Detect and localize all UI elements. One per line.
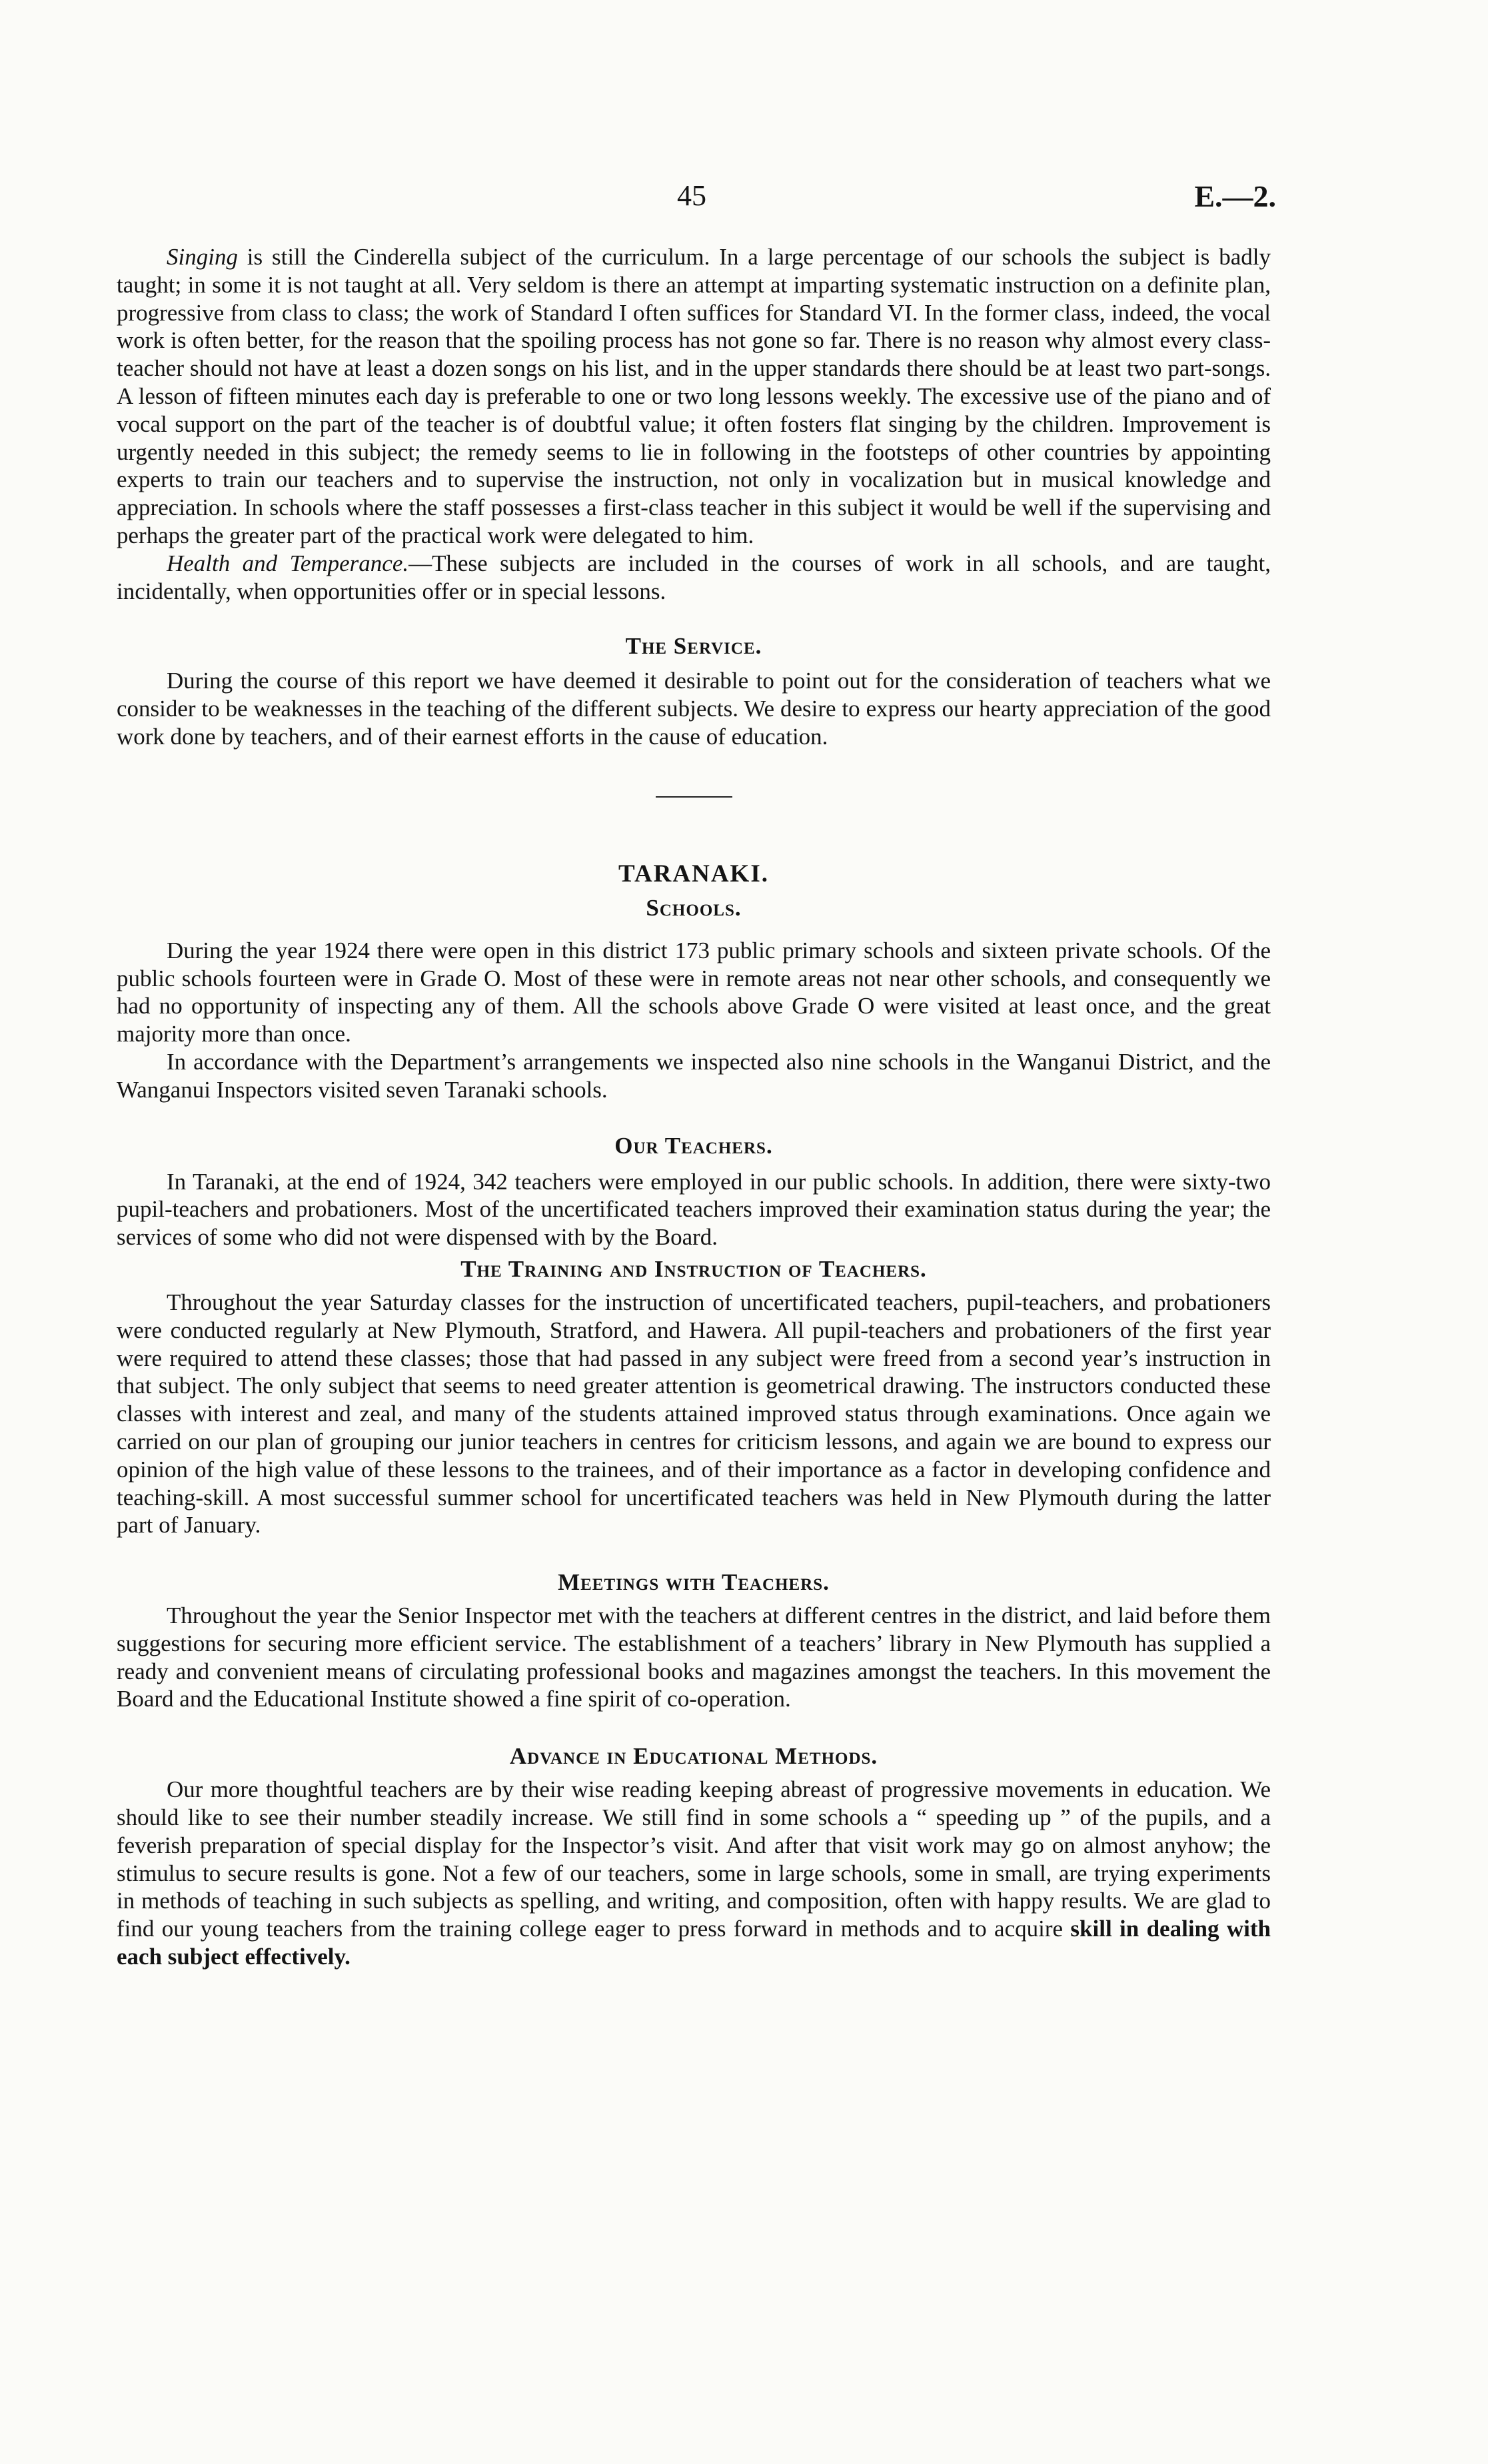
page-content — [117, 243, 1271, 1971]
training-paragraph: Throughout the year Saturday classes for the instruction of uncertificated teachers, pupil-teachers, and probationers were conducted regularly at New Plymouth, Stratford, and Hawera. All pupil-teachers and probationers of the first year were required to attend these classes; those that had passed in any subject were freed from a second year’s instruction in that subject. The only subject that seems to need greater attention is geometrical drawing. The instructors conducted these classes with interest and zeal, and many of the students attained improved status through examinations. Once again we carried on our plan of grouping our junior teachers in centres for criticism lessons, and again we are bound to express our opinion of the high value of these lessons to the trainees, and of their importance as a factor in developing confidence and teaching-skill. A most successful summer school for uncertificated teachers was held in New Plymouth during the latter part of January. — [117, 1289, 1271, 1539]
meetings-heading: Meetings with Teachers. — [558, 1569, 830, 1596]
singing-lead: Singing — [167, 244, 238, 270]
health-lead: Health and Temperance. — [167, 550, 409, 576]
service-paragraph: During the course of this report we have deemed it desirable to point out for the consideration of teachers what we consider to be weaknesses in the teaching of the different subjects. We desire to express our hearty appreciation of the good work done by teachers, and of their earnest efforts in the cause of education. — [117, 668, 1271, 750]
advance-last-line: skill in dealing with each subject effectively. — [117, 1916, 1271, 1970]
district-heading: TARANAKI. — [618, 860, 769, 888]
health-paragraph — [117, 550, 1271, 606]
advance-paragraph — [117, 1776, 1271, 1971]
singing-text: is still the Cinderella subject of the curriculum. In a large percentage of our schools the subject is badly taught; in some it is not taught at all. Very seldom is there an attempt at imparting systematic instruction on a definite plan, progressive from class to class; the work of Standard I often suffices for Standard VI. In the former class, indeed, the vocal work is often better, for the reason that the spoiling process has not gone so far. There is no reason why almost every class-teacher should not have at least a dozen songs on his list, and in the upper standards there should be at least two part-songs. A lesson of fifteen minutes each day is preferable to one or two long lessons weekly. The excessive use of the piano and of vocal support on the part of the teacher is of doubtful value; it often fosters flat singing by the children. Improvement is urgently needed in this subject; the remedy seems to lie in following in the footsteps of other countries by appointing experts to train our teachers and to supervise the instruction, not only in vocalization but in musical knowledge and appreciation. In schools where the staff possesses a first-class teacher in this subject it would be well if the supervising and perhaps the greater part of the practical work were delegated to him. — [117, 244, 1271, 548]
meetings-paragraph: Throughout the year the Senior Inspector met with the teachers at different centres in the district, and laid before them suggestions for securing more efficient service. The establishment of a teachers’ library in New Plymouth has supplied a ready and convenient means of circulating professional books and magazines amongst the teachers. In this movement the Board and the Educational Institute showed a fine spirit of co-operation. — [117, 1602, 1271, 1712]
teachers-paragraph: In Taranaki, at the end of 1924, 342 teachers were employed in our public schools. In addition, there were sixty-two pupil-teachers and probationers. Most of the uncertificated teachers improved their examination status during the year; the services of some who did not were dispensed with by the Board. — [117, 1168, 1271, 1251]
schools-paragraph-1: During the year 1924 there were open in this district 173 public primary schools and sixteen private schools. Of the public schools fourteen were in Grade O. Most of these were in remote areas not near other schools, and consequently we had no opportunity of inspecting any of them. All the schools above Grade O were visited at least once, and the great majority more than once. — [117, 937, 1271, 1047]
page-number: 45 — [677, 179, 706, 212]
document-code: E.—2. — [1194, 179, 1276, 213]
schools-paragraph-2: In accordance with the Department’s arrangements we inspected also nine schools in the Wanganui District, and the Wanganui Inspectors visited seven Taranaki schools. — [117, 1048, 1271, 1103]
health-text: —These subjects are included in the courses of work in all schools, and are taught, incidentally, when opportunities offer or in special lessons. — [117, 550, 1271, 604]
page-header — [0, 179, 1488, 219]
teachers-heading: Our Teachers. — [614, 1132, 773, 1159]
singing-paragraph — [117, 243, 1271, 550]
advance-heading: Advance in Educational Methods. — [509, 1743, 878, 1770]
advance-text: Our more thoughtful teachers are by their wise reading keeping abreast of progressive movements in education. We should like to see their number steadily increase. We still find in some schools a “ speeding up ” of the pupils, and a feverish preparation of special display for the Inspector’s visit. And after that visit work may go on almost anyhow; the stimulus to secure results is gone. Not a few of our teachers, some in large schools, some in small, are trying experiments in methods of teaching in such subjects as spelling, and writing, and composition, often with happy results. We are glad to find our young teachers from the training college eager to press forward in methods and to acquire — [117, 1776, 1271, 1942]
schools-heading: Schools. — [646, 894, 742, 921]
training-heading: The Training and Instruction of Teachers. — [460, 1255, 927, 1282]
service-heading: The Service. — [625, 633, 762, 660]
